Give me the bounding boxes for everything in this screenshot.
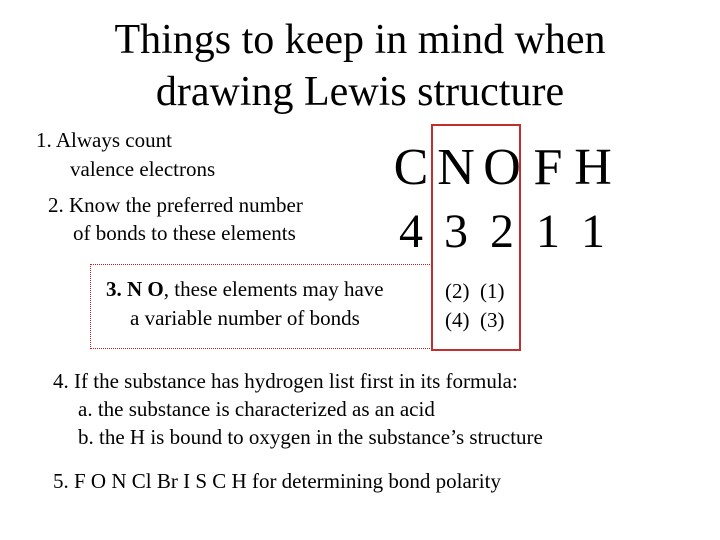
variable-bonds-o-1: (1) — [480, 279, 505, 303]
element-symbol-o: O — [483, 139, 521, 196]
bonds-c: 4 — [399, 205, 423, 258]
variable-bonds-n-2: (4) — [445, 308, 470, 332]
element-symbol-c: C — [393, 139, 429, 196]
point-2-line-1: 2. Know the preferred number — [48, 193, 303, 217]
variable-bonds-o-2: (3) — [480, 308, 505, 332]
variable-bonds-row-1 — [445, 277, 505, 305]
element-symbol-f: F — [533, 139, 563, 196]
bonds-f: 1 — [536, 205, 560, 258]
bonds-o: 2 — [490, 205, 514, 258]
bonds-n: 3 — [444, 205, 468, 258]
point-4-line-2: a. the substance is characterized as an acid — [78, 397, 435, 421]
page-title-line-1: Things to keep in mind when — [114, 17, 606, 63]
point-2-line-2: of bonds to these elements — [73, 221, 296, 245]
element-symbol-n: N — [437, 139, 475, 196]
point-1-line-1: 1. Always count — [36, 128, 172, 152]
point-3-elements: N O — [127, 277, 164, 301]
variable-bonds-n-1: (2) — [445, 279, 470, 303]
bonds-h: 1 — [581, 205, 605, 258]
point-3-line-1 — [106, 277, 384, 302]
point-1-line-2: valence electrons — [70, 157, 216, 181]
point-4-line-3: b. the H is bound to oxygen in the substance’s structure — [78, 425, 543, 449]
point-5: 5. F O N Cl Br I S C H for determining bond polarity — [53, 469, 501, 493]
point-3-number: 3. — [106, 277, 122, 301]
point-4-line-1: 4. If the substance has hydrogen list first in its formula: — [53, 369, 518, 393]
point-3-line-2: a variable number of bonds — [130, 306, 360, 330]
element-symbol-h: H — [574, 139, 612, 196]
variable-bonds-row-2 — [445, 306, 505, 334]
point-3-line-1-text: , these elements may have — [163, 277, 384, 301]
page-title-line-2: drawing Lewis structure — [155, 69, 565, 115]
